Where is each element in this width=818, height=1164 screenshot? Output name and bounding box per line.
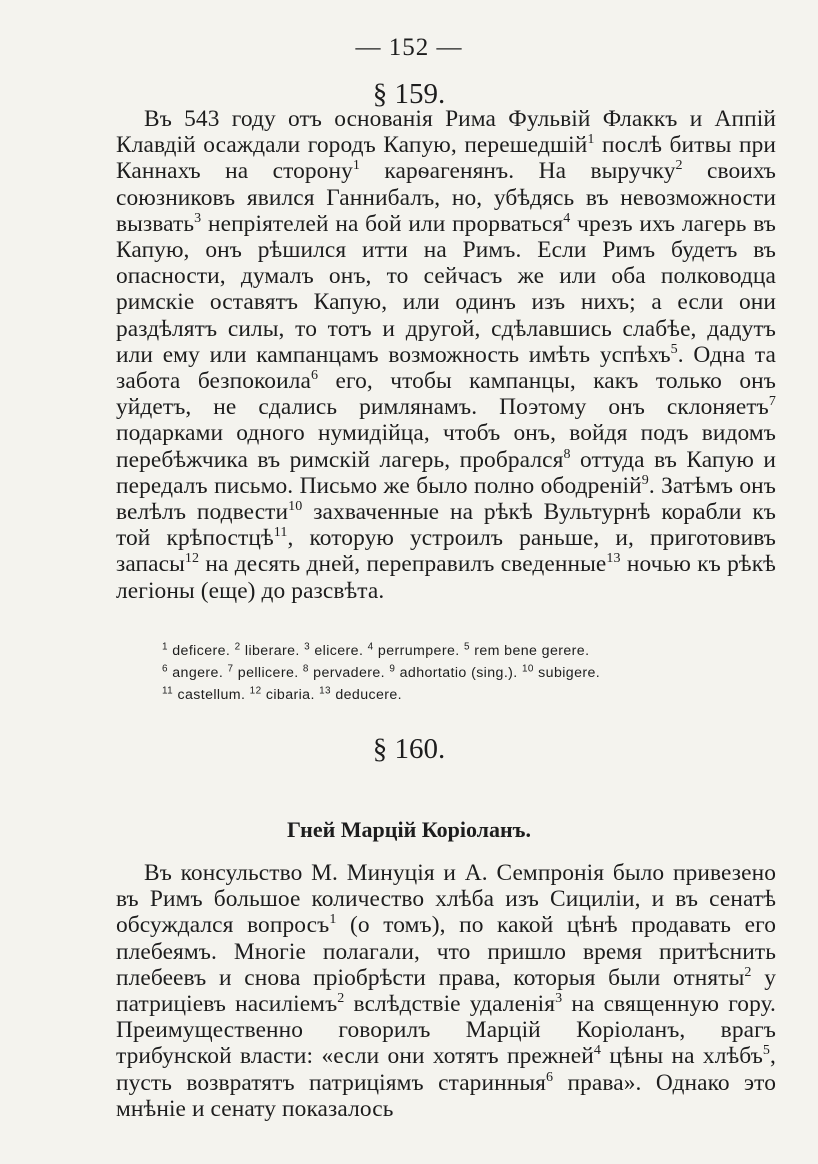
footnote-marker: 11 <box>162 685 174 697</box>
footnote-marker: 4 <box>367 641 374 653</box>
text-run: deficere. <box>167 643 235 659</box>
footnote-marker: 3 <box>194 210 202 227</box>
text-run: angere. <box>167 665 228 681</box>
footnote-marker: 9 <box>389 663 396 675</box>
section-159-footnotes <box>162 640 782 706</box>
footnote-line <box>162 640 782 662</box>
footnote-marker: 13 <box>606 550 621 567</box>
footnote-marker: 11 <box>273 524 288 541</box>
text-run: rem bene gerere. <box>469 643 590 659</box>
text-run: захваченные на рѣкѣ Вультурнѣ корабли къ той крѣпостцѣ <box>116 499 776 552</box>
footnote-marker: 10 <box>521 663 534 675</box>
section-159-paragraph <box>116 106 776 604</box>
footnote-marker: 6 <box>162 663 168 675</box>
footnote-marker: 5 <box>670 341 678 358</box>
footnote-marker: 7 <box>768 393 776 410</box>
text-run: подарками одного нумидійца, чтобъ онъ, войдя подъ видомъ перебѣжчика въ римскій лагерь, пробрался <box>116 420 776 473</box>
text-run: . Затѣмъ онъ велѣлъ подвести <box>116 472 776 526</box>
text-run: deducere. <box>330 687 403 703</box>
footnote-marker: 6 <box>310 367 319 384</box>
text-run: вслѣдствіе удаленія <box>344 991 556 1018</box>
section-160-subtitle: Гней Марцій Коріоланъ. <box>287 817 531 842</box>
section-heading-159: § 159. <box>372 78 446 110</box>
text-run: карѳагенянъ. На выручку <box>360 158 676 185</box>
text-run: ночью къ рѣкѣ легіоны (еще) до разсвѣта. <box>116 551 776 604</box>
footnote-marker: 5 <box>463 641 470 653</box>
footnote-marker: 1 <box>329 911 337 928</box>
text-run: adhortatio (sing.). <box>395 665 522 681</box>
footnote-marker: 3 <box>555 990 563 1007</box>
text-run: на священную гору. Преимущественно говорилъ Марцій Коріоланъ, врагъ трибунской власти: «если они хотятъ прежней <box>116 991 776 1070</box>
text-run: оттуда въ Капую и передалъ письмо. Письмо же было полно ободреній <box>116 446 776 499</box>
footnote-marker: 12 <box>184 550 200 567</box>
text-run: . Одна та забота безпокоила <box>116 341 776 395</box>
text-run: своихъ союзниковъ явился Ганнибалъ, но, убѣдясь въ невозможности вызвать <box>116 158 777 237</box>
footnote-line <box>162 684 782 706</box>
footnote-marker: 6 <box>546 1068 554 1085</box>
footnote-marker: 1 <box>587 131 595 148</box>
footnote-line <box>162 662 782 684</box>
text-run: subigere. <box>533 665 601 681</box>
footnote-marker: 4 <box>593 1042 601 1059</box>
text-run: Въ 543 году отъ основанія Рима Фульвій Флаккъ и Аппій Клавдій осаждали городъ Капую, перешедшій <box>116 106 776 159</box>
footnote-marker: 13 <box>319 685 331 697</box>
footnote-marker: 3 <box>304 641 311 653</box>
text-run: права». Однако это мнѣніе и сенату показалось <box>116 1069 776 1122</box>
footnote-marker: 2 <box>234 641 241 653</box>
text-run: liberare. <box>240 643 305 659</box>
text-run: чрезъ ихъ лагерь въ Капую, онъ рѣшился итти на Римъ. Если Римъ будетъ въ опасности, думалъ онъ, то сейчасъ же или оба полководца римскіе оставятъ Капую, или одинъ изъ нихъ; а если они раздѣлятъ силы, то тотъ и другой, сдѣлавшись слабѣе, дадутъ или ему или кампанцамъ возможность имѣть успѣхъ <box>116 210 776 368</box>
footnote-marker: 8 <box>563 445 571 462</box>
text-run: pervadere. <box>308 665 390 681</box>
footnote-marker: 2 <box>337 990 345 1007</box>
footnote-marker: 1 <box>162 641 168 653</box>
footnote-marker: 2 <box>675 157 683 174</box>
footnote-marker: 1 <box>352 157 361 174</box>
text-run: (о томъ), по какой цѣнѣ продавать его плебеямъ. Многіе полагали, что пришло время притѣснить плебеевъ и снова пріобрѣсти права, которыя были отняты <box>116 912 777 991</box>
text-run: Въ консульство М. Минуція и А. Семпронія было привезено въ Римъ большое количество хлѣба изъ Сициліи, и въ сенатѣ обсуждался вопросъ <box>116 860 776 939</box>
text-run: castellum. <box>173 687 250 703</box>
text-run: на десять дней, переправилъ сведенные <box>199 551 607 578</box>
text-run: perrumpere. <box>373 643 464 659</box>
section-heading-160: § 160. <box>372 733 446 765</box>
footnote-marker: 10 <box>288 498 303 515</box>
footnote-marker: 7 <box>227 663 234 675</box>
footnote-marker: 12 <box>249 685 262 697</box>
text-run: цѣны на хлѣбъ <box>601 1043 763 1070</box>
text-run: у патриціевъ насиліемъ <box>116 964 777 1018</box>
footnote-marker: 8 <box>302 663 309 675</box>
section-160-paragraph <box>116 860 776 1122</box>
footnote-marker: 5 <box>762 1042 771 1059</box>
footnote-marker: 2 <box>744 964 752 981</box>
text-run: cibaria. <box>261 687 320 703</box>
footnote-marker: 4 <box>563 210 571 227</box>
text-run: , пусть возвратятъ патриціямъ старинныя <box>116 1043 776 1096</box>
page-number: — 152 — <box>355 34 463 61</box>
text-run: послѣ битвы при Каннахъ на сторону <box>116 132 776 185</box>
text-run: непріятелей на бой или прорваться <box>201 210 564 237</box>
text-run: , которую устроилъ раньше, и, приготовивъ запасы <box>116 525 776 578</box>
footnote-marker: 9 <box>641 472 649 489</box>
text-run: elicere. <box>310 643 368 659</box>
text-run: его, чтобы кампанцы, какъ только онъ уйдетъ, не сдались римлянамъ. Поэтому онъ склоняетъ <box>116 368 776 421</box>
text-run: pellicere. <box>233 665 303 681</box>
